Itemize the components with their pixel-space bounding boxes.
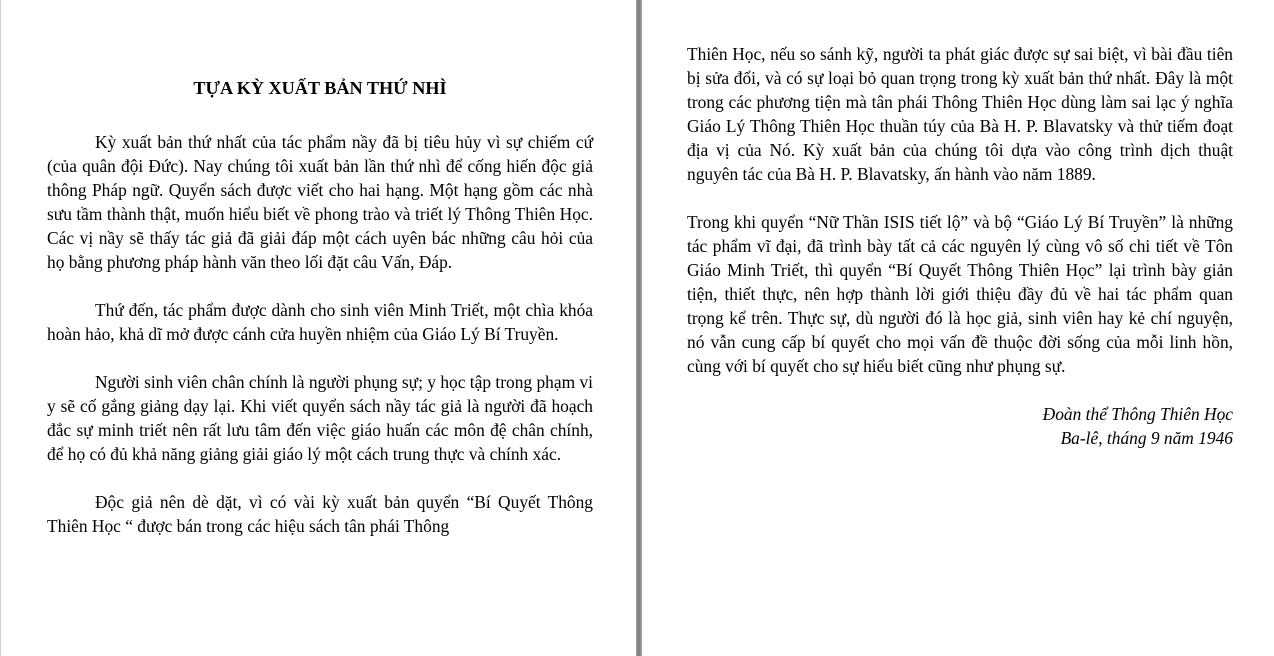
paragraph: Thiên Học, nếu so sánh kỹ, người ta phát giác được sự sai biệt, vì bài đầu tiên bị sửa đổi, và có sự loại bỏ quan trọng trong kỳ xuất bản thứ nhất. Đây là một trong các phương tiện mà tân phái Thông Thiên Học dùng làm sai lạc ý nghĩa Giáo Lý Thông Thiên Học thuần túy của Bà H. P. Blavatsky và thử tiếm đoạt địa vị của Nó. Kỳ xuất bản của chúng tôi dựa vào công trình dịch thuật nguyên tác của Bà H. P. Blavatsky, ấn hành vào năm 1889.	[687, 44, 1233, 184]
paragraph: Kỳ xuất bản thứ nhất của tác phẩm nầy đã bị tiêu hủy vì sự chiếm cứ (của quân đội Đức). Nay chúng tôi xuất bản lần thứ nhì để cống hiến độc giả thông Pháp ngữ. Quyển sách được viết cho hai hạng. Một hạng gồm các nhà sưu tầm thành thật, muốn hiểu biết về phong trào và triết lý Thông Thiên Học. Các vị nầy sẽ thấy tác giả đã giải đáp một cách uyên bác những câu hỏi của họ bằng phương pháp hành văn theo lối đặt câu Vấn, Đáp.	[47, 132, 593, 272]
signature-organization: Đoàn thể Thông Thiên Học	[1042, 404, 1233, 424]
left-page-body	[47, 130, 593, 562]
left-page	[0, 0, 636, 656]
paragraph: Độc giả nên dè dặt, vì có vài kỳ xuất bản quyển “Bí Quyết Thông Thiên Học “ được bán trong các hiệu sách tân phái Thông	[47, 492, 593, 536]
paragraph: Thứ đến, tác phẩm được dành cho sinh viên Minh Triết, một chìa khóa hoàn hảo, khả dĩ mở được cánh cửa huyền nhiệm của Giáo Lý Bí Truyền.	[47, 300, 593, 344]
right-page	[642, 0, 1274, 656]
paragraph: Người sinh viên chân chính là người phụng sự; y học tập trong phạm vi y sẽ cố gắng giảng dạy lại. Khi viết quyển sách nầy tác giả là người đã hoạch đắc sự minh triết nên rất lưu tâm đến việc giáo huấn các môn đệ chân chính, để họ có đủ khả năng giảng giải giáo lý một cách trung thực và chính xác.	[47, 372, 593, 464]
paragraph: Trong khi quyển “Nữ Thần ISIS tiết lộ” và bộ “Giáo Lý Bí Truyền” là những tác phẩm vĩ đại, đã trình bày tất cả các nguyên lý cùng vô số chi tiết về Tôn Giáo Minh Triết, thì quyển “Bí Quyết Thông Thiên Học” lại trình bày giản tiện, thiết thực, nên hợp thành lời giới thiệu đầy đủ về hai tác phẩm quan trọng kể trên. Thực sự, dù người đó là học giả, sinh viên hay kẻ chí nguyện, nó vẫn cung cấp bí quyết cho mọi vấn đề thuộc đời sống của mỗi linh hồn, cùng với bí quyết cho sự hiểu biết cũng như phụng sự.	[687, 212, 1233, 376]
right-page-body	[687, 42, 1233, 450]
signature-place-date: Ba-lê, tháng 9 năm 1946	[1060, 428, 1233, 448]
page-title: TỰA KỲ XUẤT BẢN THỨ NHÌ	[193, 78, 447, 98]
